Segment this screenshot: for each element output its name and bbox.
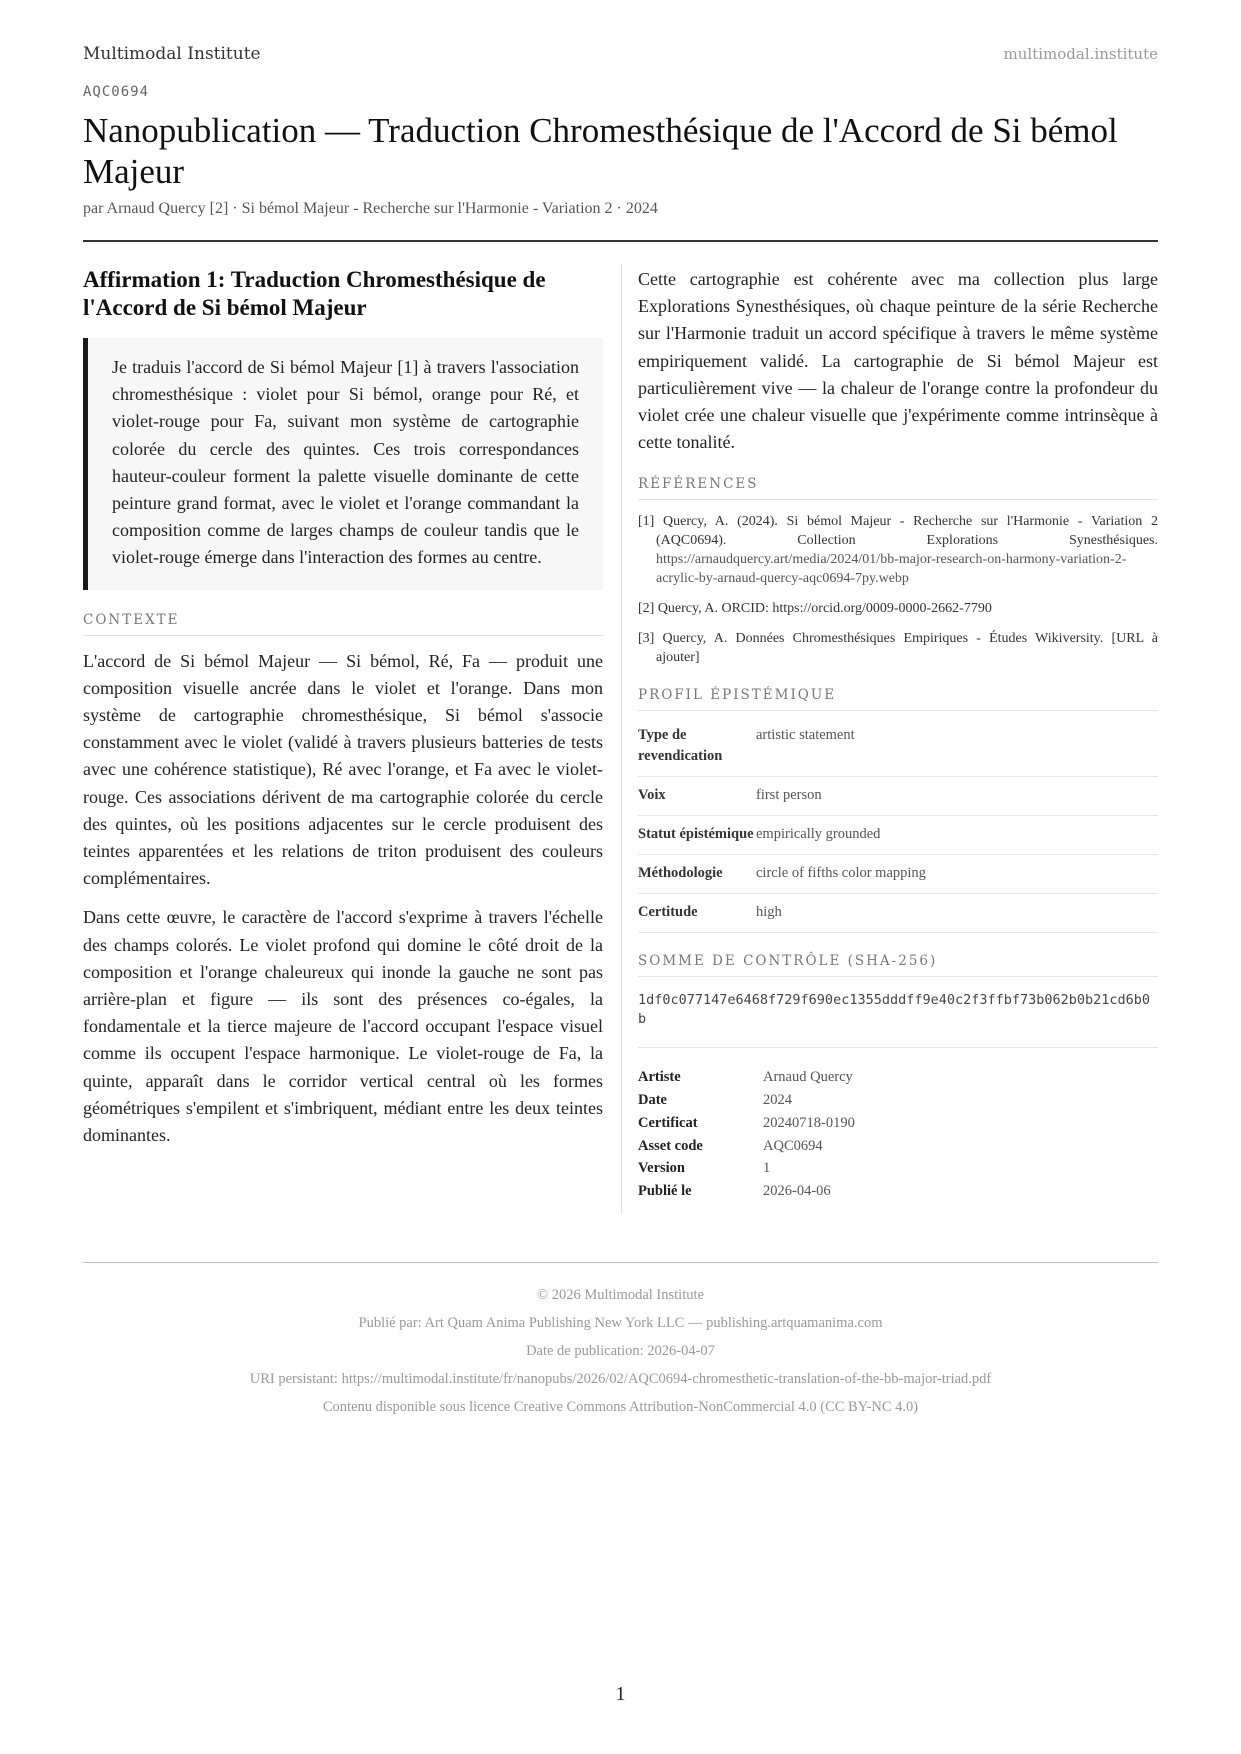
reference-item: [638, 629, 1158, 667]
footer-copyright: © 2026 Multimodal Institute: [537, 1287, 704, 1303]
profile-key: Méthodologie: [638, 855, 756, 894]
table-row: [638, 777, 1158, 816]
page-title: Nanopublication — Traduction Chromesthésique de l'Accord de Si bémol Majeur: [83, 111, 1118, 191]
institute-domain: multimodal.institute: [1003, 45, 1158, 63]
profile-key: Voix: [638, 777, 756, 816]
metadata-row: [638, 1112, 1158, 1135]
metadata-row: [638, 1157, 1158, 1180]
profile-value: first person: [756, 777, 1158, 816]
footer-divider: [83, 1262, 1158, 1263]
metadata-row: [638, 1089, 1158, 1112]
right-column: [638, 266, 1158, 1203]
context-paragraph-2: Dans cette œuvre, le caractère de l'accord s'exprime à travers l'échelle des champs colorés. Le violet profond qui domine le côté droit de la composition et l'orange chaleureux qui inonde la gauche ne sont pas arrière-plan et figure — ils sont des présences co-égales, la fondamentale et la tierce majeure de l'accord occupant l'espace visuel comme ils occupent l'espace harmonique. Le violet-rouge de Fa, la quinte, apparaît dans le corridor vertical central où les formes géométriques s'empilent et s'imbriquent, médiant entre les deux teintes dominantes.: [83, 907, 603, 1146]
metadata-row: [638, 1066, 1158, 1089]
table-row: [638, 855, 1158, 894]
footer-license: Contenu disponible sous licence Creative Commons Attribution-NonCommercial 4.0 (CC BY-NC 4.0): [322, 1399, 919, 1415]
context-paragraph-3: Cette cartographie est cohérente avec ma collection plus large Explorations Synesthésiques, où chaque peinture de la série Recherche sur l'Harmonie traduit un accord spécifique à travers le même système empiriquement validé. La cartographie de Si bémol Majeur est particulièrement vive — la chaleur de l'orange contre la profondeur du violet crée une chaleur visuelle que j'expérimente comme intrinsèque à cette tonalité.: [638, 269, 1158, 453]
column-divider: [621, 264, 622, 1214]
claim-title: Affirmation 1: Traduction Chromesthésique de l'Accord de Si bémol Majeur: [83, 267, 546, 320]
references-list: [638, 512, 1158, 667]
institute-brand: Multimodal Institute: [83, 44, 261, 64]
metadata-value: AQC0694: [763, 1137, 823, 1154]
reference-text: [2] Quercy, A. ORCID: https://orcid.org/0009-0000-2662-7790: [638, 601, 992, 617]
metadata-key: Certificat: [638, 1114, 698, 1131]
reference-text: [3] Quercy, A. Données Chromesthésiques Empiriques - Études Wikiversity. [URL à ajouter]: [638, 631, 1158, 666]
metadata-key: Asset code: [638, 1137, 703, 1154]
metadata-key: Version: [638, 1160, 685, 1177]
metadata-list: [638, 1066, 1158, 1202]
header-divider: [83, 240, 1158, 242]
reference-text: [1] Quercy, A. (2024). Si bémol Majeur - Recherche sur l'Harmonie - Variation 2 (AQC0694). Collection Explorations Synesthésiques.: [638, 514, 1158, 549]
metadata-key: Artiste: [638, 1069, 681, 1086]
checksum-value: 1df0c077147e6468f729f690ec1355dddff9e40c2f3ffbf73b062b0b21cd6b0b: [638, 991, 1158, 1048]
footer-publisher: Publié par: Art Quam Anima Publishing New York LLC — publishing.artquamanima.com: [358, 1315, 883, 1331]
epistemic-profile-table: [638, 717, 1158, 933]
metadata-value: 2024: [763, 1092, 792, 1109]
epistemic-profile-heading: PROFIL ÉPISTÉMIQUE: [638, 687, 1158, 711]
profile-key: Certitude: [638, 894, 756, 933]
metadata-row: [638, 1135, 1158, 1158]
metadata-value: Arnaud Quercy: [763, 1069, 853, 1086]
reference-item: [638, 599, 1158, 618]
metadata-value: 1: [763, 1160, 771, 1177]
reference-link[interactable]: https://arnaudquercy.art/media/2024/01/bb-major-research-on-harmony-variation-2-acrylic-by-arnaud-quercy-aqc0694-7py.webp: [656, 552, 1127, 587]
checksum-heading: SOMME DE CONTRÔLE (SHA-256): [638, 953, 1158, 977]
metadata-key: Date: [638, 1092, 667, 1109]
table-row: [638, 894, 1158, 933]
reference-item: [638, 512, 1158, 588]
page-header: [83, 44, 1158, 64]
metadata-row: [638, 1180, 1158, 1203]
metadata-key: Publié le: [638, 1182, 692, 1199]
context-heading: CONTEXTE: [83, 612, 603, 636]
profile-key: Type de revendication: [638, 717, 756, 777]
left-column: [83, 266, 603, 1149]
page-footer: [0, 1281, 1241, 1421]
metadata-value: 20240718-0190: [763, 1114, 855, 1131]
profile-value: circle of fifths color mapping: [756, 855, 1158, 894]
context-paragraph-1: L'accord de Si bémol Majeur — Si bémol, Ré, Fa — produit une composition visuelle ancrée dans le violet et l'orange. Dans mon système de cartographie chromesthésique, Si bémol s'associe constamment avec le violet (validé à travers plusieurs batteries de tests avec une cohérence statistique), Ré avec l'orange, et Fa avec le violet-rouge. Ces associations dérivent de ma cartographie colorée du cercle des quintes, où les positions adjacentes sur le cercle produisent des teintes apparentées et les relations de triton produisent des couleurs complémentaires.: [83, 650, 603, 889]
profile-value: artistic statement: [756, 717, 1158, 777]
table-row: [638, 717, 1158, 777]
byline: par Arnaud Quercy [2] · Si bémol Majeur - Recherche sur l'Harmonie - Variation 2 · 2024: [83, 200, 658, 217]
metadata-value: 2026-04-06: [763, 1182, 831, 1199]
footer-persistent-uri[interactable]: URI persistant: https://multimodal.institute/fr/nanopubs/2026/02/AQC0694-chromesthetic-translation-of-the-bb-major-triad.pdf: [249, 1371, 992, 1387]
page-number: 1: [615, 1683, 626, 1705]
profile-key: Statut épistémique: [638, 816, 756, 855]
table-row: [638, 816, 1158, 855]
claim-quote: Je traduis l'accord de Si bémol Majeur [1] à travers l'association chromesthésique : violet pour Si bémol, orange pour Ré, et violet-rouge pour Fa, suivant mon système de cartographie colorée du cercle des quintes. Ces trois correspondances hauteur-couleur forment la palette visuelle dominante de cette peinture grand format, avec le violet et l'orange commandant la composition comme de larges champs de couleur tandis que le violet-rouge émerge dans l'interaction des formes au centre.: [83, 338, 603, 590]
profile-value: high: [756, 894, 1158, 933]
references-heading: RÉFÉRENCES: [638, 476, 1158, 500]
asset-code: AQC0694: [83, 84, 150, 100]
profile-value: empirically grounded: [756, 816, 1158, 855]
footer-publication-date: Date de publication: 2026-04-07: [526, 1343, 715, 1359]
